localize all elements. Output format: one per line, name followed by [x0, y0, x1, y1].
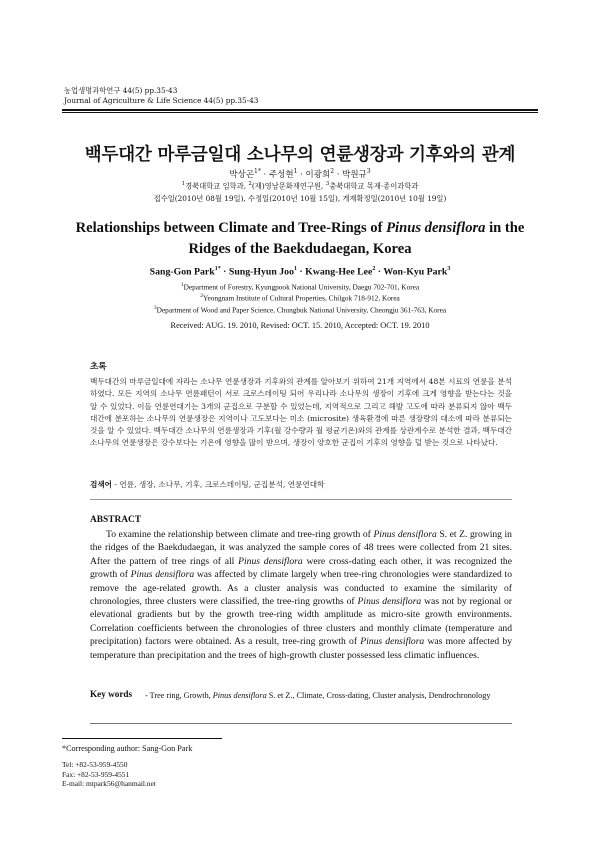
affiliation-text: (재)영남문화재연구원, [251, 181, 326, 191]
en-author-sup: 3 [447, 266, 451, 272]
author-separator: · [260, 170, 269, 180]
keywords-korean-values: - 연륜, 생장, 소나무, 기후, 크로스데이팅, 군집분석, 연륜연대학 [112, 480, 325, 489]
affiliation-number: 3 [325, 181, 330, 187]
species-name: Pinus densiflora [357, 596, 422, 608]
text-segment: was not by regional or elevational gradients but by the growth tree-ring width amplitude as micro-site growth environments. Correlation coefficients between the chronologies of three clusters and monthly climate (temperature and precipitation) factors were obtained. As a result, tree-ring growth of [90, 596, 512, 648]
title-english-line2: Ridges of the Baekdudaegan, Korea [188, 241, 412, 257]
author-separator: · [296, 266, 306, 278]
affiliation-text: Department of Wood and Paper Science, Chungbuk National University, Cheongju 361-763, Korea [156, 305, 447, 315]
abstract-english-heading: ABSTRACT [90, 515, 142, 525]
keywords-english [90, 689, 520, 700]
affiliation-number: 1 [180, 282, 184, 288]
affiliation-text: 충북대학교 목재·종이과학과 [329, 181, 419, 191]
author-separator: · [220, 266, 229, 278]
species-name: Pinus densiflora [130, 569, 195, 581]
header-rule-thick [62, 109, 538, 111]
author-separator: · [297, 170, 306, 180]
affiliation-number: 3 [153, 305, 157, 311]
footnote-rule [62, 738, 222, 739]
ko-author-name: 박상곤 [229, 170, 255, 180]
ko-author-sup: 1 [293, 168, 298, 176]
affiliation-english-line [0, 282, 600, 291]
species-name: Pinus densiflora [212, 691, 267, 700]
affiliation-text: Yeongnam Institute of Cultural Properties, Chilgok 718-912, Korea [202, 293, 400, 303]
authors-korean [0, 168, 600, 180]
journal-name-english: Journal of Agriculture & Life Science 44(5) pp.35-43 [64, 95, 259, 105]
en-author-name: Kwang-Hee Lee [305, 266, 373, 278]
title-english-species: Pinus densiflora [386, 220, 486, 236]
title-english-line1-post: in the [485, 220, 525, 236]
ko-author-name: 주성현 [268, 170, 294, 180]
abstract-english-text [90, 528, 512, 662]
affiliation-text: Department of Forestry, Kyungpook National University, Daegu 702-701, Korea [183, 282, 420, 292]
text-segment: To examine the relationship between climate and tree-ring growth of [106, 529, 374, 540]
keywords-english-label: Key words [90, 689, 133, 699]
text-segment: - Tree ring, Growth, [145, 691, 213, 700]
journal-name-korean: 농업생명과학연구 44(5) pp.35-43 [64, 86, 178, 95]
footnote-corresponding: *Corresponding author: Sang-Gon Park [62, 744, 193, 753]
species-name: Pinus densiflora [360, 636, 425, 648]
author-separator: · [334, 170, 343, 180]
section-divider [90, 499, 512, 500]
dates-english: Received: AUG. 19. 2010, Revised: OCT. 15. 2010, Accepted: OCT. 19. 2010 [170, 321, 430, 330]
keywords-korean [90, 479, 324, 490]
en-author-name: Sang-Gon Park [149, 266, 215, 278]
header-rule-thin [62, 112, 538, 113]
text-segment: was more affected by temperature than precipitation and the trees of high-growth cluster possessed less climatic influences. [90, 636, 513, 661]
abstract-korean-text: 백두대간의 마루금일대에 자라는 소나무 연륜생장과 기후와의 관계를 알아보기 위하여 21개 지역에서 48본 시료의 연륜을 분석하였다. 모든 지역의 소나무 연륜패턴이 서로 크로스데이팅 되어 우리나라 소나무의 생장이 기후에 크게 영향을 받는다는 것을 알 수 있었다. 이들 연륜연대기는 3개의 군집으로 구분할 수 있었는데, 지역적으로 그리고 해발 고도에 따라 분류되지 않아 백두대간에 분포하는 소나무의 연륜생장은 지역이나 고도보다는 미소 (microsite) 생육환경에 따른 생장량의 대소에 따라 분류되는 것을 알 수 있었다. 백두대간 소나무의 연륜생장과 기후(월 강수량과 월 평균기온)와의 관계를 상관계수로 분석한 결과, 백두대간 소나무의 연륜생장은 강수보다는 기온에 영향을 많이 받으며, 생장이 양호한 군집이 기후의 영향을 덜 받는 것으로 나타났다. [90, 377, 512, 448]
abstract-korean-heading: 초록 [90, 362, 107, 372]
affiliations-korean [0, 181, 600, 191]
ko-author-name: 박원규 [342, 170, 367, 180]
footnote-fax: Fax: +82-53-959-4551 [62, 770, 130, 779]
ko-author-sup: 1* [254, 168, 261, 176]
title-english [62, 218, 538, 260]
text-segment: were cross-dating each other, it was recognized the growth of [90, 555, 512, 581]
affiliation-text: 경북대학교 임학과, [185, 181, 249, 191]
keywords-english-values [145, 690, 515, 701]
text-segment: S. et Z., Climate, Cross-dating, Cluster analysis, Dendrochronology [266, 691, 491, 700]
en-author-name: Sung-Hyun Joo [228, 266, 294, 278]
title-english-line1-pre: Relationships between Climate and Tree-Rings of [75, 220, 387, 236]
en-author-sup: 1 [293, 266, 297, 272]
species-name: Pinus densiflora [373, 529, 437, 540]
en-author-sup: 1* [214, 266, 221, 272]
affiliation-english-line [0, 305, 600, 314]
en-author-name: Won-Kyu Park [383, 266, 448, 278]
author-separator: · [375, 266, 384, 278]
affiliation-number: 2 [200, 293, 203, 299]
title-korean: 백두대간 마루금일대 소나무의 연륜생장과 기후와의 관계 [84, 145, 516, 165]
dates-korean: 접수일(2010년 08월 19일), 수정일(2010년 10월 15일), 게재확정일(2010년 10월 19일) [153, 194, 447, 203]
ko-author-sup: 3 [366, 168, 371, 176]
species-name: Pinus densiflora [238, 555, 303, 567]
keywords-korean-label: 검색어 [90, 480, 113, 489]
en-author-sup: 2 [372, 266, 376, 272]
footnote-tel: Tel: +82-53-959-4550 [62, 760, 128, 769]
text-segment: was affected by climate largely when tree-ring chronologies were standardized to remove the age-related growth. As a cluster analysis was conducted to examine the similarity of chronologies, three clusters were classified, the tree-ring growths of [90, 569, 513, 608]
authors-english [0, 266, 600, 277]
affiliation-number: 2 [248, 181, 252, 187]
affiliation-english-line [0, 293, 600, 302]
abstract-bottom-rule [90, 723, 512, 724]
text-segment: S. et Z. growing in the ridges of the Baekdudaegan, it was analyzed the sample cores of 48 trees were collected from 21 sites. After the pattern of tree rings of all [90, 529, 512, 567]
ko-author-sup: 2 [330, 168, 335, 176]
affiliation-number: 1 [181, 181, 186, 187]
journal-header [64, 86, 258, 105]
ko-author-name: 이광희 [305, 170, 331, 180]
footnote-email: E-mail: mtpark56@hanmail.net [62, 779, 156, 788]
